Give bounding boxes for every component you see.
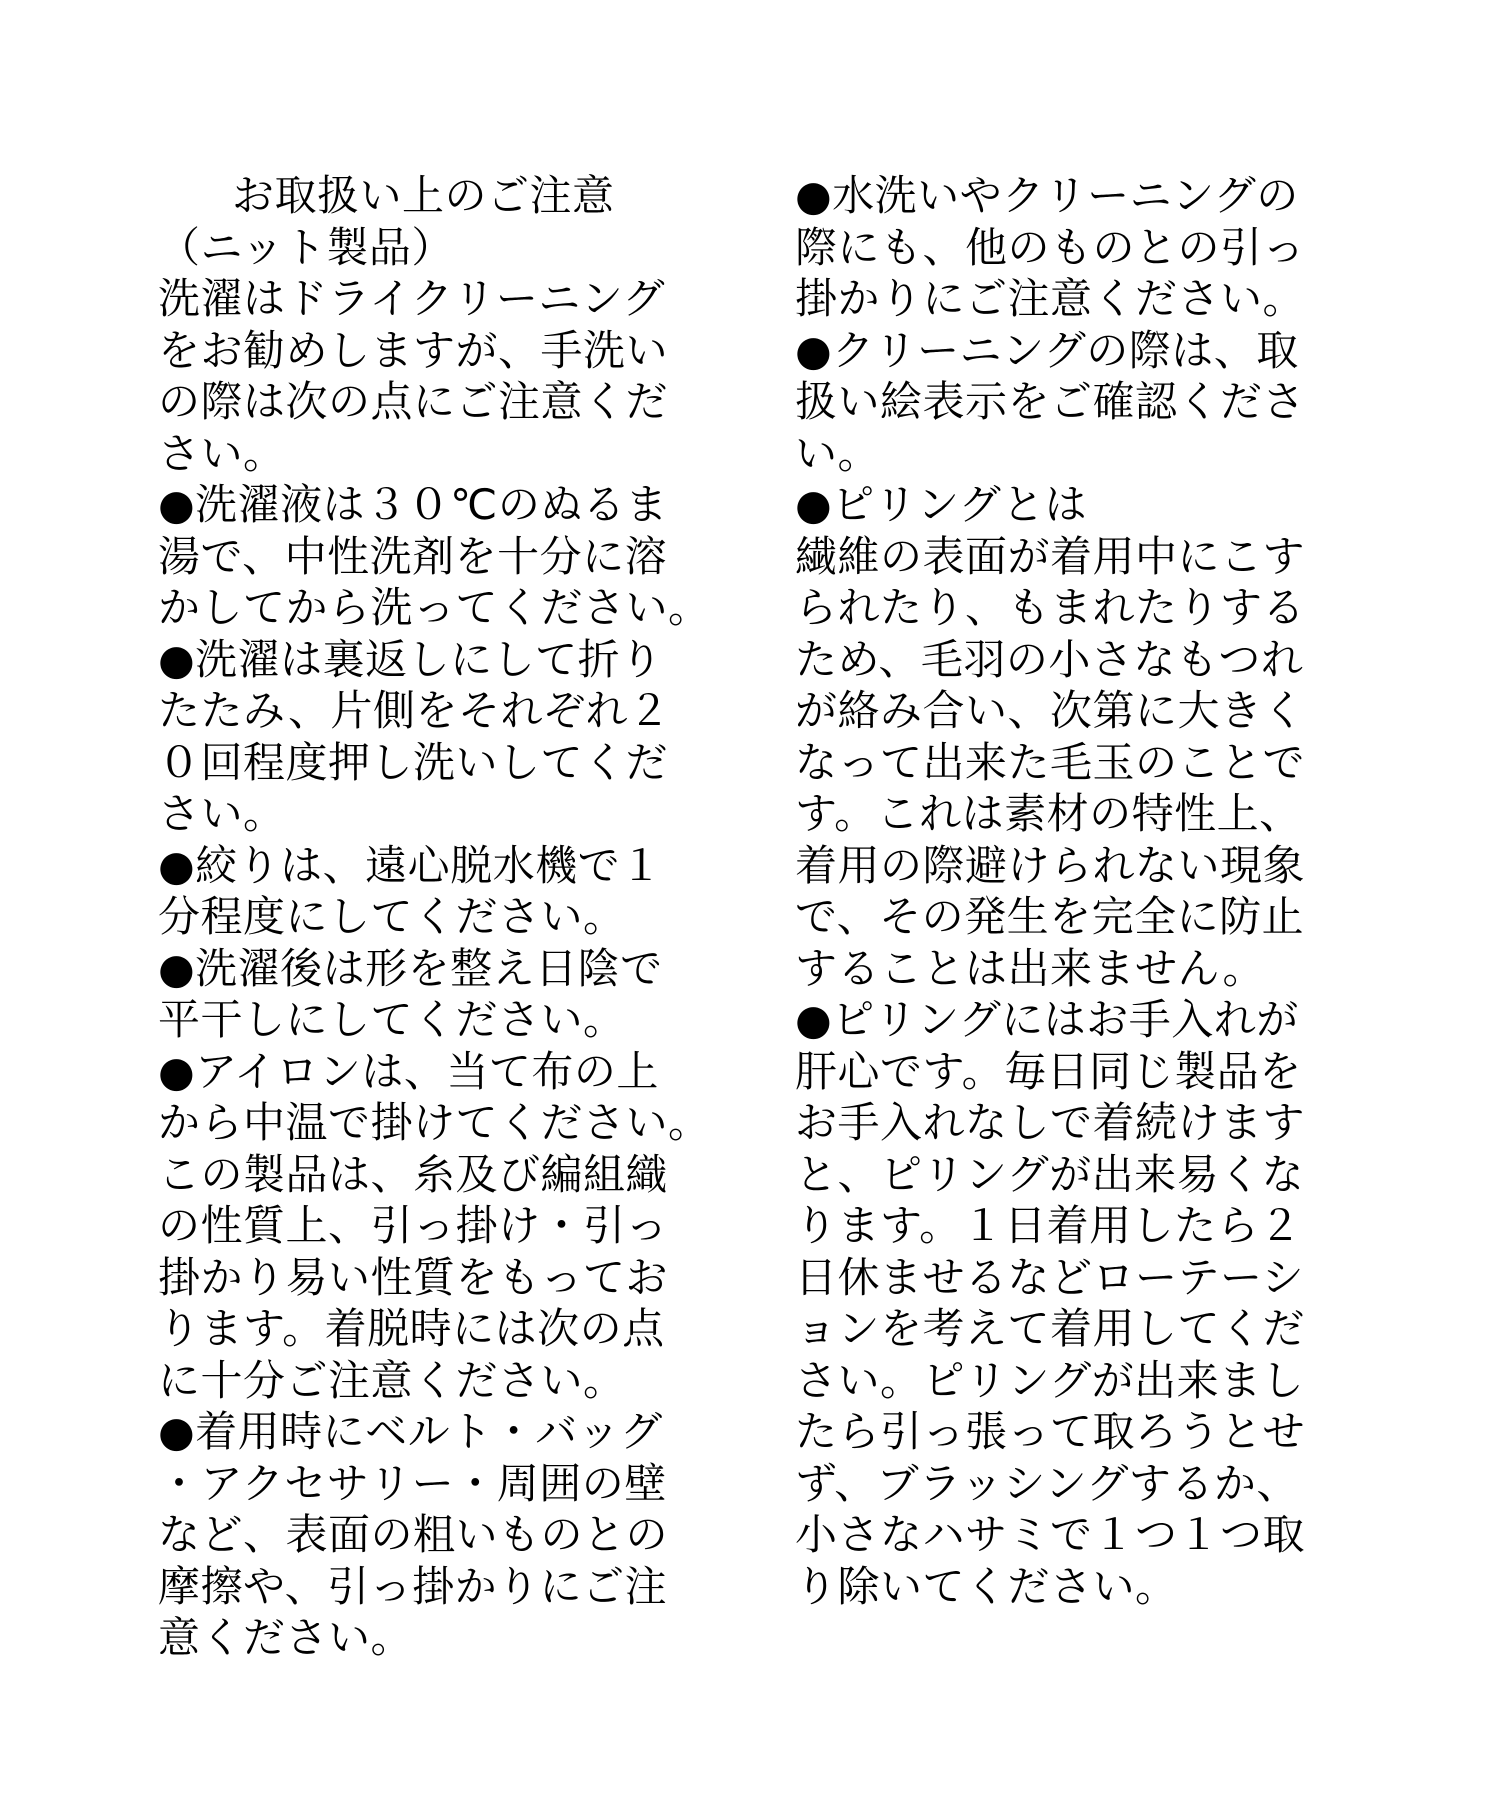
text-line: 平干しにしてください。 [158,995,626,1044]
text-line: ●水洗いやクリーニングの [795,171,1299,220]
text-line: なって出来た毛玉のことで [795,737,1306,787]
text-line: ●ピリングとは [795,480,1088,529]
text-line: の際は次の点にご注意くだ [158,377,669,426]
right-column [795,170,1355,1612]
text-line: この製品は、糸及び編組織 [158,1149,669,1199]
text-line: 分程度にしてください。 [158,892,626,941]
text-line: られたり、もまれたりする [795,583,1306,632]
text-line: をお勧めしますが、手洗い [158,325,669,375]
text-line: 肝心です。毎日同じ製品を [795,1046,1302,1096]
text-line: することは出来ません。 [795,943,1266,993]
text-line: さい。ピリングが出来まし [795,1355,1305,1405]
text-line: ●ピリングにはお手入れが [795,995,1299,1044]
text-line: 意ください。 [158,1613,414,1662]
text-line: 掛かりにご注意ください。 [795,274,1306,323]
text-line: ります。１日着用したら２ [795,1201,1302,1250]
text-line: 湯で、中性洗剤を十分に溶 [158,531,668,581]
text-line: たたみ、片側をそれぞれ２ [158,686,671,735]
text-line: の性質上、引っ掛け・引っ [158,1201,669,1250]
text-line: たら引っ張って取ろうとせ [795,1407,1306,1456]
text-line: ・アクセサリー・周囲の壁 [158,1458,667,1508]
text-line: かしてから洗ってください。 [158,583,711,632]
text-line: から中温で掛けてください。 [158,1098,711,1147]
text-line: ため、毛羽の小さなもつれ [795,634,1304,684]
text-line: で、その発生を完全に防止 [795,892,1305,941]
text-line: さい。 [158,428,286,478]
text-line: と、ピリングが出来易くな [795,1149,1305,1199]
document-title: お取扱い上のご注意 [232,171,615,220]
left-column [158,170,718,1664]
text-line: 繊維の表面が着用中にこす [795,531,1306,581]
text-line: 着用の際避けられない現象 [795,840,1306,890]
text-line: ります。着脱時には次の点 [158,1304,665,1353]
document-subtitle: （ニット製品） [158,222,454,272]
text-line: ●クリーニングの際は、取 [795,325,1299,375]
text-line: 際にも、他のものとの引っ [795,222,1306,272]
text-line: 日休ませるなどローテーシ [795,1252,1305,1302]
text-line: ●アイロンは、当て布の上 [158,1046,659,1096]
text-line: など、表面の粗いものとの [158,1510,669,1559]
text-line: す。これは素材の特性上、 [795,789,1302,838]
text-line: ず、ブラッシングするか、 [795,1458,1299,1508]
text-line: お手入れなしで着続けます [795,1098,1306,1147]
text-line: り除いてください。 [795,1561,1178,1611]
text-line: ●絞りは、遠心脱水機で１ [158,840,663,890]
text-line: 扱い絵表示をご確認くださ [795,377,1306,426]
text-line: 小さなハサミで１つ１つ取 [795,1510,1306,1559]
text-line: ●洗濯液は３０℃のぬるま [158,480,668,529]
text-line: に十分ご注意ください。 [158,1355,626,1405]
text-line: ０回程度押し洗いしてくだ [158,737,669,787]
text-line: ●洗濯は裏返しにして折り [158,634,663,684]
text-line: ョンを考えて着用してくだ [795,1304,1306,1353]
text-line: 摩擦や、引っ掛かりにご注 [158,1561,668,1611]
text-line: 掛かり易い性質をもってお [158,1252,669,1302]
text-line: 洗濯はドライクリーニング [158,274,666,323]
text-line: さい。 [158,789,286,838]
text-line: ●着用時にベルト・バッグ [158,1407,663,1456]
text-line: が絡み合い、次第に大きく [795,686,1306,735]
text-line: ●洗濯後は形を整え日陰で [158,943,663,993]
text-line: い。 [795,428,881,478]
